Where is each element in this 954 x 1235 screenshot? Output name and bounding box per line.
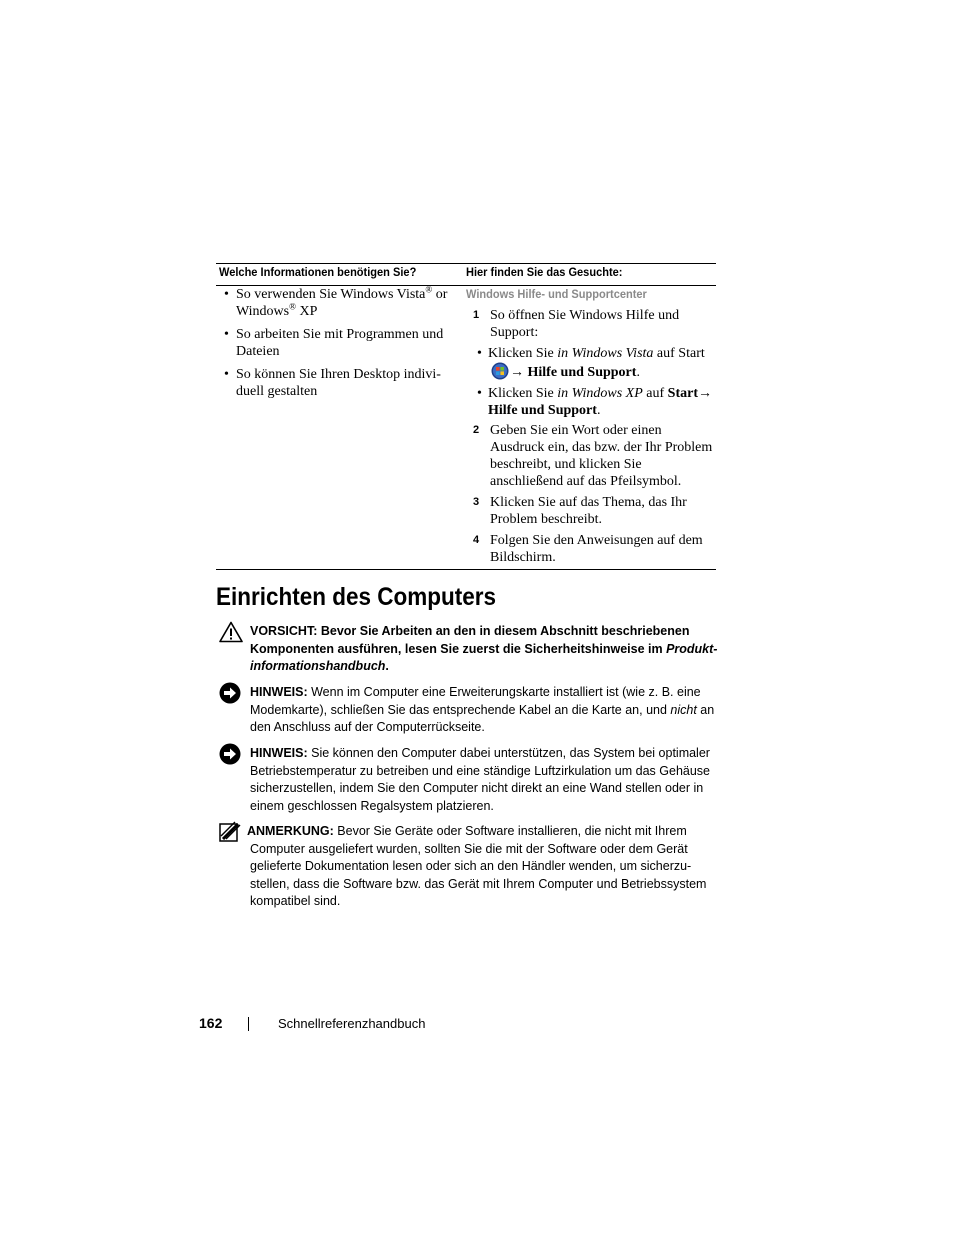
table-header-right: Hier finden Sie das Gesuchte: bbox=[466, 265, 623, 279]
footer-title: Schnellreferenzhandbuch bbox=[278, 1016, 426, 1031]
sub-text: . bbox=[596, 403, 601, 418]
item-text: So arbeiten Sie mit Programmen und Dateien bbox=[236, 327, 444, 359]
note-label: HINWEIS: bbox=[250, 685, 308, 699]
item-text: XP bbox=[295, 304, 318, 319]
sub-text: Klicken Sie bbox=[488, 386, 558, 401]
sub-text: in Windows Vista bbox=[557, 346, 654, 361]
sub-text: . bbox=[636, 365, 640, 380]
step-text: So öffnen Sie Windows Hilfe und Support: bbox=[490, 308, 680, 340]
item-text: Windows bbox=[236, 304, 290, 319]
page-number: 162 bbox=[199, 1015, 223, 1031]
caution-icon bbox=[219, 621, 243, 648]
sub-text: Start→ bbox=[667, 386, 712, 401]
list-item: • So verwenden Sie Windows Vista® or Windows® XP bbox=[224, 284, 448, 319]
info-table bbox=[216, 263, 716, 571]
caution-note bbox=[250, 623, 720, 676]
windows-start-icon bbox=[490, 362, 510, 380]
note-label: ANMERKUNG: bbox=[247, 824, 334, 838]
table-right-column bbox=[466, 287, 716, 570]
item-text: So verwenden Sie Windows Vista bbox=[236, 287, 426, 302]
note-text: Produkt-informationshandbuch bbox=[250, 641, 718, 673]
step-number: 1 bbox=[473, 309, 480, 321]
note-text: . bbox=[385, 659, 389, 673]
registered-mark: ® bbox=[289, 301, 296, 312]
table-bottom-rule bbox=[216, 569, 716, 570]
table-header-left: Welche Informationen benötigen Sie? bbox=[219, 265, 417, 279]
notice-icon bbox=[219, 743, 241, 770]
note-note bbox=[247, 823, 720, 911]
item-text: or bbox=[432, 287, 448, 302]
list-item: • So können Sie Ihren Desktop indivi-duell gestalten bbox=[224, 367, 441, 399]
sub-list-item: • Klicken Sie in Windows Vista auf Start → Hilfe und Support. bbox=[477, 346, 705, 380]
step-item bbox=[473, 494, 716, 528]
note-text: Wenn im Computer eine Erweiterungskarte installiert ist (wie z. B. eine Modemkarte), schließen Sie das entsprechende Kabel an die Karte an, und bbox=[250, 685, 701, 717]
note-label: HINWEIS: bbox=[250, 746, 308, 760]
list-item: • So arbeiten Sie mit Programmen und Dateien bbox=[224, 327, 444, 359]
table-top-rule bbox=[216, 263, 716, 264]
registered-mark: ® bbox=[425, 284, 433, 295]
section-heading: Einrichten des Computers bbox=[216, 583, 497, 611]
step-item bbox=[473, 307, 716, 341]
note-icon bbox=[219, 821, 241, 848]
step-number: 2 bbox=[473, 424, 480, 436]
sub-text: auf bbox=[642, 386, 668, 401]
note-label: VORSICHT: bbox=[250, 624, 318, 638]
sub-list-item: • Klicken Sie in Windows XP auf Start→ Hilfe und Support. bbox=[477, 386, 712, 418]
note-text: Bevor Sie Geräte oder Software installieren, die nicht mit Ihrem Computer ausgeliefert wurden, sollten Sie die mit der Software oder dem Gerät gelieferte Dokumentation lesen oder sich an den Händler wenden, um sicherzu-stellen, dass die Software bzw. das Gerät mit Ihrem Computer und Betriebssystem kompatibel sind. bbox=[250, 824, 707, 908]
step-item bbox=[473, 422, 716, 490]
sub-text: → Hilfe und Support bbox=[510, 365, 637, 380]
note-text: Sie können den Computer dabei unterstützen, das System bei optimaler Betriebstemperatur zu betreiben und eine ständige Luftzirkulation um das Gehäuse sicherzustellen, indem Sie den Computer nicht direkt an eine Wand stellen oder in einem geschlossen Regalsystem platzieren. bbox=[250, 746, 711, 813]
step-number: 4 bbox=[473, 534, 480, 546]
notice-note bbox=[250, 684, 720, 737]
notice-note bbox=[250, 745, 720, 815]
note-text: Bevor Sie Arbeiten an den in diesem Abschnitt beschriebenen Komponenten ausführen, lesen Sie zuerst die Sicherheitshinweise im bbox=[250, 624, 690, 656]
sub-text: auf Start bbox=[653, 346, 705, 361]
section-subheading: Windows Hilfe- und Supportcenter bbox=[466, 287, 647, 301]
notice-icon bbox=[219, 682, 241, 709]
table-left-column bbox=[223, 286, 461, 406]
sub-text: in Windows XP bbox=[557, 386, 643, 401]
step-item bbox=[473, 532, 716, 566]
step-text: Folgen Sie den Anweisungen auf dem Bildschirm. bbox=[490, 533, 703, 565]
footer-separator bbox=[248, 1017, 249, 1031]
step-text: Klicken Sie auf das Thema, das Ihr Problem beschreibt. bbox=[490, 495, 687, 527]
item-text: So können Sie Ihren Desktop indivi-duell gestalten bbox=[236, 367, 441, 399]
step-text: Geben Sie ein Wort oder einen Ausdruck ein, das bzw. der Ihr Problem beschreibt, und klicken Sie anschließend auf das Pfeilsymbol. bbox=[490, 423, 713, 489]
note-text: nicht bbox=[670, 702, 697, 717]
sub-text: Hilfe und Support bbox=[488, 403, 597, 418]
sub-text: Klicken Sie bbox=[488, 346, 558, 361]
note-text: an den Anschluss auf der Computerrückseite. bbox=[250, 702, 715, 734]
step-number: 3 bbox=[473, 496, 480, 508]
